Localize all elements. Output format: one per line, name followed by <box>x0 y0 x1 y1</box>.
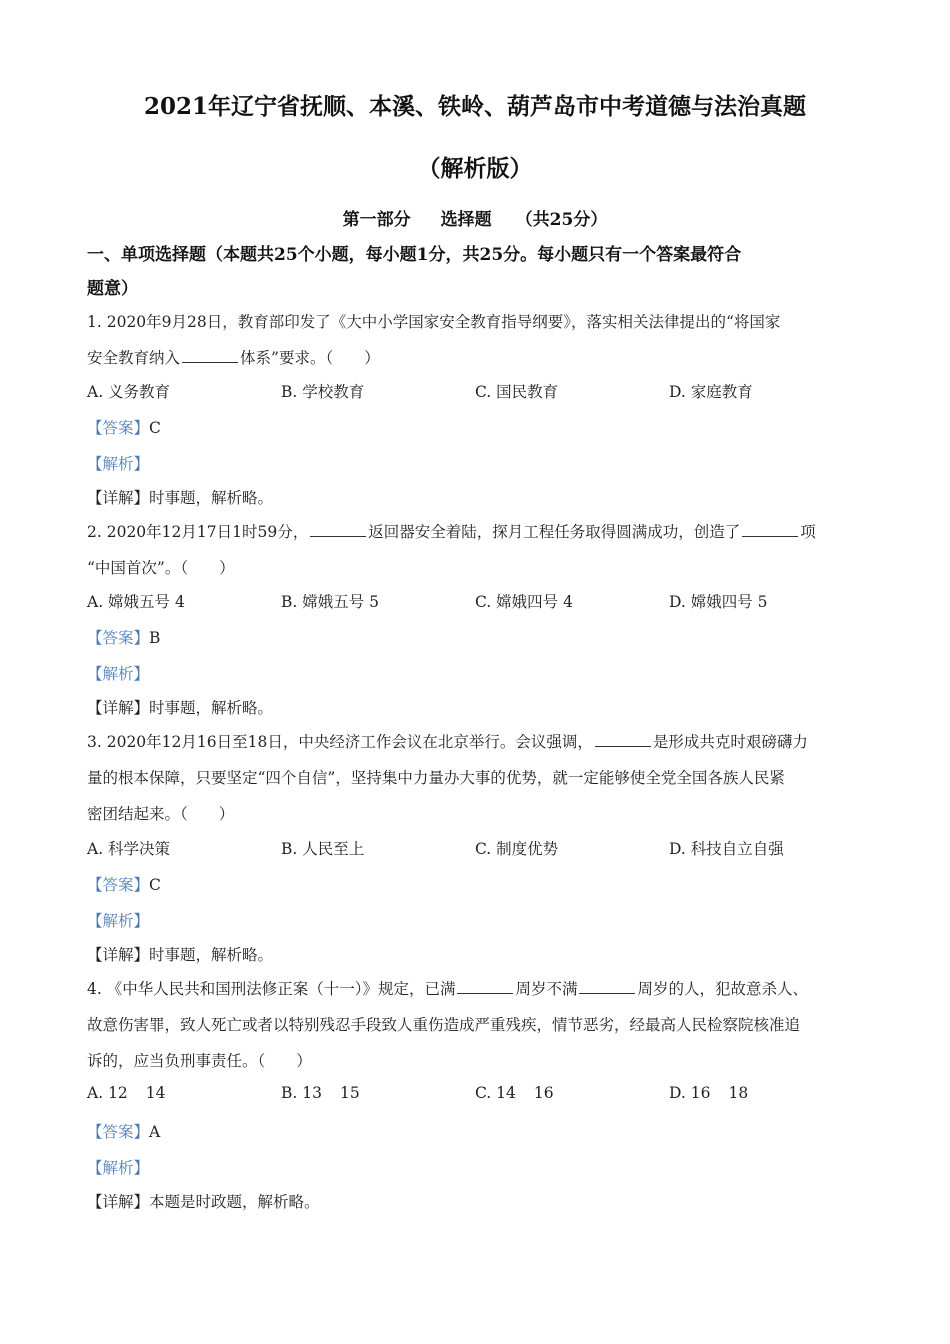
question-2-option-a: A. 嫦娥五号 4 <box>87 593 185 611</box>
question-3-analysis-tag: 【解析】 <box>87 912 150 930</box>
detail-tag: 【详解】 <box>87 1193 150 1211</box>
question-3-option-b: B. 人民至上 <box>281 840 365 858</box>
answer-value: B <box>149 629 161 647</box>
question-4-analysis-tag: 【解析】 <box>87 1159 150 1177</box>
fill-blank <box>742 522 798 537</box>
question-1-option-a: A. 义务教育 <box>87 383 171 401</box>
question-1-detail <box>87 486 273 508</box>
option-value-2: 16 <box>533 1084 554 1102</box>
question-4-detail <box>87 1190 320 1212</box>
section-heading-line1: 一、单项选择题（本题共25个小题，每小题1分，共25分。每小题只有一个答案最符合 <box>87 245 742 265</box>
option-value-1: 13 <box>302 1084 322 1102</box>
fill-blank <box>310 522 366 537</box>
question-2-stem-text-b: 返回器安全着陆，探月工程任务取得圆满成功，创造了 <box>368 523 741 541</box>
question-1-stem-line1: 1. 2020年9月28日，教育部印发了《大中小学国家安全教育指导纲要》，落实相关法律提出的“将国家 <box>87 313 781 331</box>
question-1-option-c: C. 国民教育 <box>475 383 559 401</box>
question-2-stem-line2: “中国首次”。（ ） <box>87 559 235 577</box>
question-3-option-c: C. 制度优势 <box>475 840 559 858</box>
part-heading-part: 第一部分 <box>342 210 411 230</box>
question-2-stem-text-c: 项 <box>800 523 816 541</box>
question-3-stem-line3: 密团结起来。（ ） <box>87 805 235 823</box>
option-value-2: 14 <box>145 1084 166 1102</box>
question-2-analysis-tag: 【解析】 <box>87 665 150 683</box>
question-1-option-d: D. 家庭教育 <box>669 383 753 401</box>
question-4-stem-text-b: 周岁不满 <box>515 980 578 998</box>
question-3-stem-line2: 量的根本保障，只要坚定“四个自信”，坚持集中力量办大事的优势，就一定能够使全党全国各族人民紧 <box>87 769 785 787</box>
question-1-analysis-tag: 【解析】 <box>87 455 150 473</box>
option-value-1: 14 <box>496 1084 516 1102</box>
question-4-answer <box>87 1120 160 1142</box>
fill-blank <box>595 732 651 747</box>
question-3-option-d: D. 科技自立自强 <box>669 840 784 858</box>
part-heading <box>0 205 950 230</box>
option-value-2: 15 <box>340 1084 360 1102</box>
question-1-stem-text-a: 安全教育纳入 <box>87 349 181 367</box>
question-1-stem-text-b: 体系”要求。（ ） <box>240 349 380 367</box>
detail-tag: 【详解】 <box>87 946 150 964</box>
document-title: 2021年辽宁省抚顺、本溪、铁岭、葫芦岛市中考道德与法治真题 <box>143 93 806 120</box>
option-value-1: 16 <box>690 1084 711 1102</box>
option-letter: B. <box>281 1084 298 1102</box>
question-1-answer <box>87 416 161 438</box>
question-3-detail <box>87 943 273 965</box>
document-subtitle: （解析版） <box>417 155 533 182</box>
option-letter: D. <box>669 1084 686 1102</box>
part-heading-type: 选择题 <box>440 210 492 230</box>
detail-text: 本题是时政题，解析略。 <box>149 1193 320 1211</box>
question-3-answer <box>87 873 161 895</box>
fill-blank <box>182 348 238 363</box>
question-4-option-b <box>281 1084 360 1102</box>
question-3-option-a: A. 科学决策 <box>87 840 171 858</box>
question-3-stem-text-a: 3. 2020年12月16日至18日，中央经济工作会议在北京举行。会议强调， <box>87 733 593 751</box>
answer-value: C <box>149 419 161 437</box>
option-value-1: 12 <box>108 1084 128 1102</box>
question-4-stem-text-a: 4. 《中华人民共和国刑法修正案（十一）》规定，已满 <box>87 980 456 998</box>
question-3-stem-text-b: 是形成共克时艰磅礴力 <box>652 733 808 751</box>
option-letter: C. <box>475 1084 492 1102</box>
answer-tag: 【答案】 <box>87 419 150 437</box>
answer-tag: 【答案】 <box>87 629 150 647</box>
question-4-stem-text-c: 周岁的人，犯故意杀人、 <box>637 980 808 998</box>
question-2-stem-text-a: 2. 2020年12月17日1时59分， <box>87 523 309 541</box>
detail-text: 时事题，解析略。 <box>149 699 274 717</box>
question-2-option-b: B. 嫦娥五号 5 <box>281 593 380 611</box>
question-1-stem-line2 <box>87 346 380 368</box>
section-heading-line2: 题意） <box>87 279 138 299</box>
detail-text: 时事题，解析略。 <box>149 946 274 964</box>
answer-value: C <box>149 876 161 894</box>
option-letter: A. <box>87 1084 104 1102</box>
detail-tag: 【详解】 <box>87 699 150 717</box>
question-2-option-d: D. 嫦娥四号 5 <box>669 593 768 611</box>
question-2-answer <box>87 626 160 648</box>
question-2-detail <box>87 696 273 718</box>
answer-tag: 【答案】 <box>87 876 150 894</box>
fill-blank <box>579 979 635 994</box>
detail-tag: 【详解】 <box>87 489 150 507</box>
part-heading-score: （共25分） <box>515 210 608 230</box>
detail-text: 时事题，解析略。 <box>149 489 274 507</box>
question-1-option-b: B. 学校教育 <box>281 383 365 401</box>
answer-tag: 【答案】 <box>87 1123 150 1141</box>
question-2-option-c: C. 嫦娥四号 4 <box>475 593 573 611</box>
question-4-stem-line2: 故意伤害罪，致人死亡或者以特别残忍手段致人重伤造成严重残疾，情节恶劣，经最高人民检察院核准追 <box>87 1016 801 1034</box>
option-value-2: 18 <box>728 1084 749 1102</box>
question-4-option-c <box>475 1084 554 1102</box>
question-4-option-d <box>669 1084 748 1102</box>
question-4-stem-line1 <box>87 977 808 999</box>
fill-blank <box>457 979 513 994</box>
question-4-option-a <box>87 1084 166 1102</box>
answer-value: A <box>149 1123 161 1141</box>
question-4-stem-line3: 诉的，应当负刑事责任。（ ） <box>87 1052 312 1070</box>
question-2-stem-line1 <box>87 520 816 542</box>
question-3-stem-line1 <box>87 730 808 752</box>
